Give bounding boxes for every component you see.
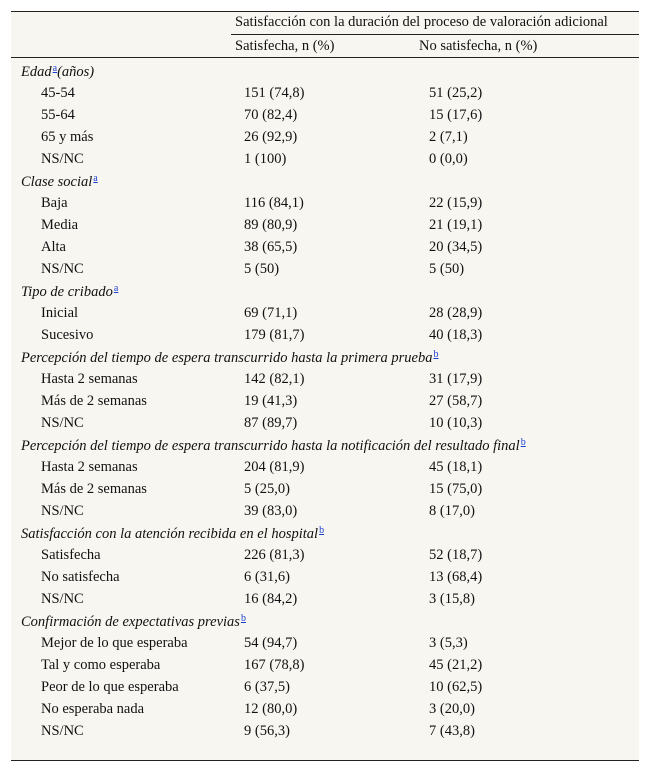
- row-label: Hasta 2 semanas: [41, 459, 138, 475]
- row-label: NS/NC: [41, 723, 84, 739]
- group-label-text: Percepción del tiempo de espera transcurrido hasta la notificación del resultado final: [21, 438, 520, 454]
- table-row: [11, 698, 639, 720]
- table-row: [11, 566, 639, 588]
- not-satisfied-value: 5 (50): [429, 261, 465, 277]
- satisfied-value: 89 (80,9): [244, 217, 298, 233]
- satisfied-value: 167 (78,8): [244, 657, 305, 673]
- not-satisfied-value: 20 (34,5): [429, 239, 483, 255]
- not-satisfied-value: 52 (18,7): [429, 547, 483, 563]
- group-label: [21, 173, 98, 191]
- table-bottom-rule: [11, 760, 639, 761]
- row-label: Alta: [41, 239, 66, 255]
- row-label: Media: [41, 217, 79, 233]
- satisfied-value: 116 (84,1): [244, 195, 304, 211]
- satisfied-value: 54 (94,7): [244, 635, 298, 651]
- table-row: [11, 412, 639, 434]
- table-row: [11, 214, 639, 236]
- not-satisfied-value: 3 (5,3): [429, 635, 468, 651]
- not-satisfied-value: 27 (58,7): [429, 393, 483, 409]
- group-label: [21, 283, 118, 301]
- row-label: No satisfecha: [41, 569, 120, 585]
- group-label-text: Tipo de cribado: [21, 284, 113, 300]
- row-label: No esperaba nada: [41, 701, 145, 717]
- table-row: [11, 302, 639, 324]
- not-satisfied-value: 40 (18,3): [429, 327, 483, 343]
- row-label: NS/NC: [41, 415, 84, 431]
- satisfied-value: 19 (41,3): [244, 393, 298, 409]
- group-row: [11, 522, 639, 544]
- table-row: [11, 390, 639, 412]
- group-label-text: Clase social: [21, 174, 93, 190]
- not-satisfied-value: 15 (17,6): [429, 107, 483, 123]
- satisfied-value: 26 (92,9): [244, 129, 298, 145]
- satisfied-value: 9 (56,3): [244, 723, 290, 739]
- satisfied-value: 12 (80,0): [244, 701, 298, 717]
- group-label-text: Edad: [21, 64, 52, 80]
- row-label: NS/NC: [41, 591, 84, 607]
- table-row: [11, 104, 639, 126]
- group-row: [11, 170, 639, 192]
- footnote-link[interactable]: a: [52, 63, 58, 74]
- group-row: [11, 60, 639, 82]
- column-header-not-satisfied: No satisfecha, n (%): [419, 38, 538, 54]
- satisfied-value: 38 (65,5): [244, 239, 298, 255]
- group-row: [11, 610, 639, 632]
- table-row: [11, 676, 639, 698]
- satisfied-value: 16 (84,2): [244, 591, 298, 607]
- table-row: [11, 720, 639, 742]
- table-row: [11, 126, 639, 148]
- table-row: [11, 632, 639, 654]
- row-label: NS/NC: [41, 261, 84, 277]
- satisfied-value: 179 (81,7): [244, 327, 305, 343]
- row-label: 65 y más: [41, 129, 94, 145]
- table-row: [11, 236, 639, 258]
- group-row: [11, 434, 639, 456]
- table-row: [11, 654, 639, 676]
- table-row: [11, 478, 639, 500]
- row-label: Tal y como esperaba: [41, 657, 161, 673]
- row-label: Más de 2 semanas: [41, 393, 147, 409]
- table-row: [11, 588, 639, 610]
- row-label: Hasta 2 semanas: [41, 371, 138, 387]
- group-row: [11, 280, 639, 302]
- spanning-header-rule: [231, 34, 639, 35]
- group-label-text: Percepción del tiempo de espera transcurrido hasta la primera prueba: [21, 350, 433, 366]
- satisfied-value: 87 (89,7): [244, 415, 298, 431]
- table-row: [11, 368, 639, 390]
- table-top-rule: [11, 11, 639, 12]
- table-row: [11, 258, 639, 280]
- header-bottom-rule: [11, 57, 639, 58]
- row-label: Mejor de lo que esperaba: [41, 635, 188, 651]
- row-label: NS/NC: [41, 503, 84, 519]
- not-satisfied-value: 31 (17,9): [429, 371, 483, 387]
- footnote-link[interactable]: b: [520, 437, 526, 448]
- satisfied-value: 70 (82,4): [244, 107, 298, 123]
- footnote-link[interactable]: b: [240, 613, 246, 624]
- satisfied-value: 69 (71,1): [244, 305, 298, 321]
- spanning-column-header: Satisfacción con la duración del proceso de valoración adicional: [235, 14, 608, 30]
- table-row: [11, 500, 639, 522]
- group-label: [21, 63, 94, 81]
- row-label: Peor de lo que esperaba: [41, 679, 179, 695]
- group-label: [21, 613, 246, 631]
- group-label-suffix: (años): [57, 64, 95, 80]
- not-satisfied-value: 2 (7,1): [429, 129, 468, 145]
- row-label: Más de 2 semanas: [41, 481, 147, 497]
- row-label: NS/NC: [41, 151, 84, 167]
- group-label: [21, 525, 324, 543]
- satisfied-value: 142 (82,1): [244, 371, 305, 387]
- not-satisfied-value: 10 (10,3): [429, 415, 483, 431]
- not-satisfied-value: 22 (15,9): [429, 195, 483, 211]
- not-satisfied-value: 51 (25,2): [429, 85, 483, 101]
- table-row: [11, 82, 639, 104]
- not-satisfied-value: 45 (18,1): [429, 459, 483, 475]
- footnote-link[interactable]: a: [93, 173, 98, 184]
- not-satisfied-value: 3 (20,0): [429, 701, 475, 717]
- not-satisfied-value: 45 (21,2): [429, 657, 483, 673]
- group-row: [11, 346, 639, 368]
- row-label: Satisfecha: [41, 547, 101, 563]
- footnote-link[interactable]: b: [319, 525, 325, 536]
- table-body: [11, 60, 639, 742]
- table-row: [11, 148, 639, 170]
- not-satisfied-value: 8 (17,0): [429, 503, 475, 519]
- group-label-text: Confirmación de expectativas previas: [21, 614, 240, 630]
- table-row: [11, 544, 639, 566]
- satisfied-value: 204 (81,9): [244, 459, 305, 475]
- table-row: [11, 192, 639, 214]
- not-satisfied-value: 10 (62,5): [429, 679, 483, 695]
- satisfied-value: 6 (31,6): [244, 569, 290, 585]
- not-satisfied-value: 21 (19,1): [429, 217, 483, 233]
- satisfied-value: 5 (50): [244, 261, 280, 277]
- row-label: 55-64: [41, 107, 75, 123]
- satisfied-value: 1 (100): [244, 151, 287, 167]
- footnote-link[interactable]: a: [113, 283, 119, 294]
- row-label: 45-54: [41, 85, 75, 101]
- not-satisfied-value: 0 (0,0): [429, 151, 468, 167]
- satisfied-value: 151 (74,8): [244, 85, 305, 101]
- row-label: Baja: [41, 195, 68, 211]
- row-label: Inicial: [41, 305, 79, 321]
- not-satisfied-value: 7 (43,8): [429, 723, 475, 739]
- row-label: Sucesivo: [41, 327, 94, 343]
- group-label-text: Satisfacción con la atención recibida en el hospital: [21, 526, 319, 542]
- satisfied-value: 39 (83,0): [244, 503, 298, 519]
- footnote-link[interactable]: b: [433, 349, 439, 360]
- satisfied-value: 5 (25,0): [244, 481, 290, 497]
- satisfied-value: 6 (37,5): [244, 679, 290, 695]
- table-row: [11, 456, 639, 478]
- satisfied-value: 226 (81,3): [244, 547, 305, 563]
- column-header-satisfied: Satisfecha, n (%): [235, 38, 335, 54]
- not-satisfied-value: 15 (75,0): [429, 481, 483, 497]
- table-row: [11, 324, 639, 346]
- satisfaction-table: [11, 11, 639, 761]
- group-label: [21, 437, 526, 455]
- not-satisfied-value: 28 (28,9): [429, 305, 483, 321]
- not-satisfied-value: 13 (68,4): [429, 569, 483, 585]
- not-satisfied-value: 3 (15,8): [429, 591, 475, 607]
- group-label: [21, 349, 438, 367]
